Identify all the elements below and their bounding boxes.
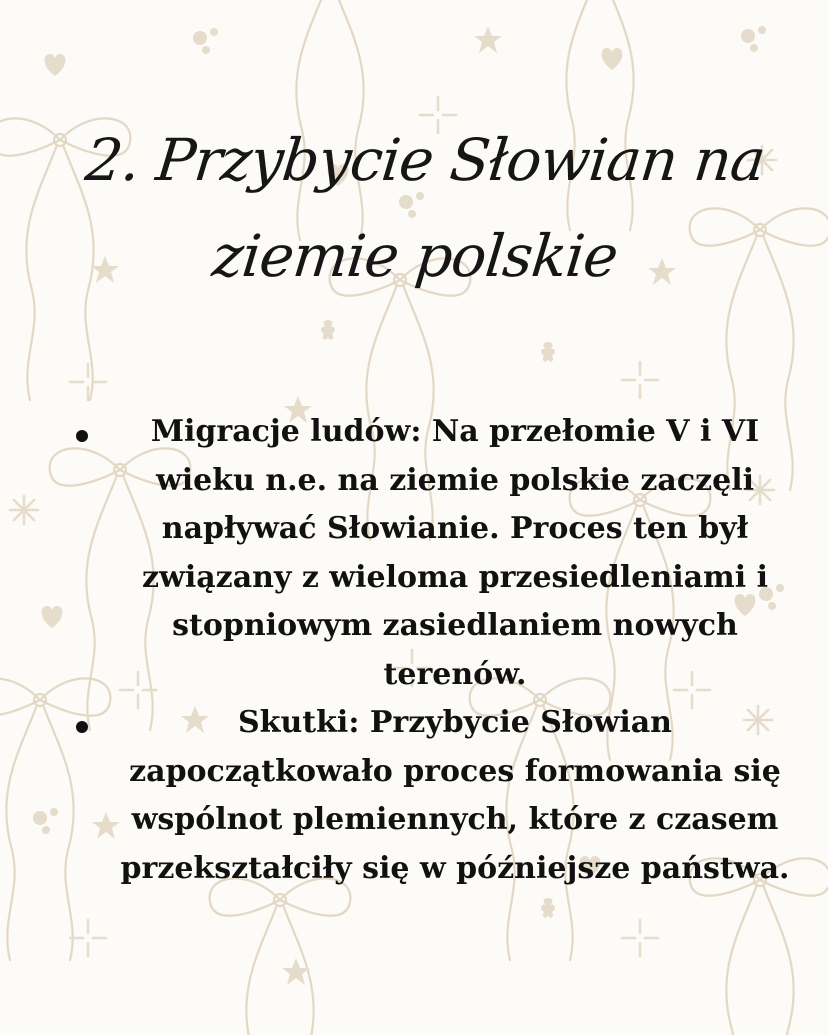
bullet-line: związany z wieloma przesiedleniami i xyxy=(141,559,769,595)
bullet-line: Migracje ludów: Na przełomie V i VI xyxy=(150,414,760,449)
bullet-item-skutki xyxy=(0,699,828,893)
bullet-dot-icon xyxy=(76,721,88,733)
bullet-text xyxy=(120,699,790,893)
bullet-line: Skutki: Przybycie Słowian xyxy=(238,705,672,740)
page-title: 2. Przybycie Słowian na ziemie polskie xyxy=(82,126,768,290)
bullet-line: wspólnot plemiennych, które z czasem xyxy=(131,802,779,837)
bullet-item-migracje xyxy=(0,408,828,699)
bullet-dot-icon xyxy=(76,430,88,442)
bullet-line: stopniowym zasiedlaniem nowych xyxy=(172,608,738,643)
bullet-line: wieku n.e. na ziemie polskie zaczęli xyxy=(155,462,755,498)
bullet-line: przekształciły się w późniejsze państwa. xyxy=(120,850,790,886)
bullet-text xyxy=(120,408,790,699)
bullet-line: zapoczątkowało proces formowania się xyxy=(129,753,781,789)
bullet-list xyxy=(0,408,828,893)
bullet-line: terenów. xyxy=(383,656,527,692)
bullet-line: napływać Słowianie. Proces ten był xyxy=(161,511,749,546)
